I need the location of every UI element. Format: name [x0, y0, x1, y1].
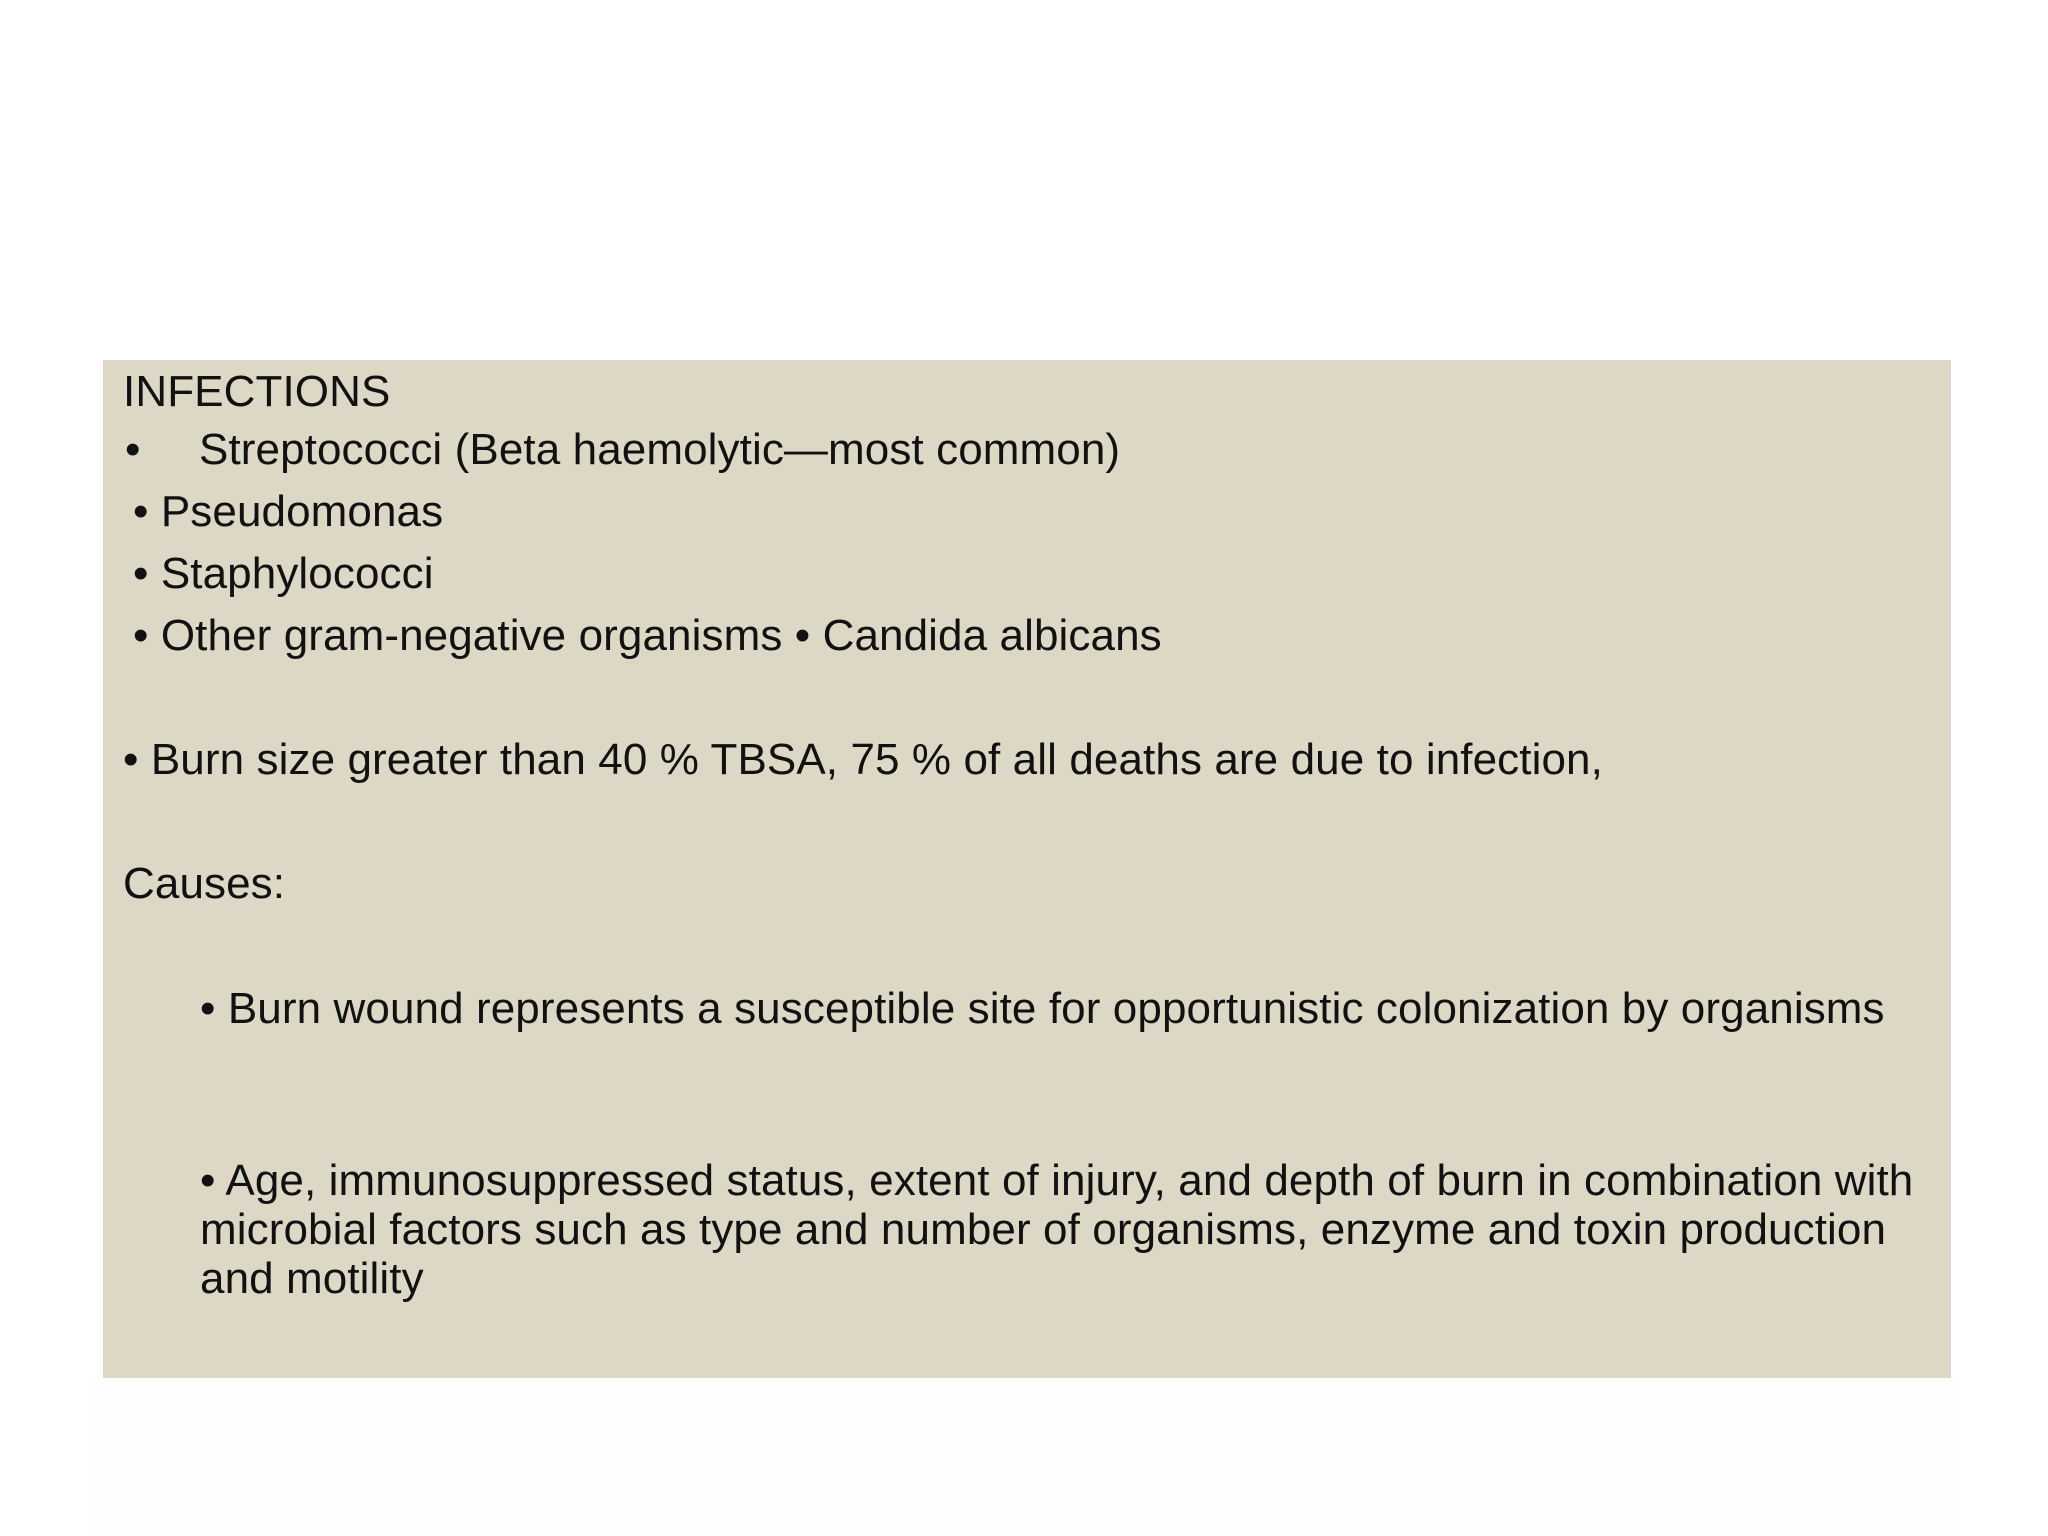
bullet-marker: • — [125, 425, 141, 474]
section-heading: INFECTIONS — [123, 367, 391, 416]
burn-size-note: • Burn size greater than 40 % TBSA, 75 % of all deaths are due to infection, — [123, 735, 1603, 784]
organism-item-gram-negative-candida: • Other gram-negative organisms • Candida albicans — [133, 611, 1162, 660]
causes-label: Causes: — [123, 859, 286, 908]
infections-content-box — [103, 360, 1951, 1378]
organism-item-staphylococci: • Staphylococci — [133, 549, 434, 598]
organism-item-streptococci: Streptococci (Beta haemolytic—most common) — [199, 425, 1121, 474]
cause-item-wound-colonization: • Burn wound represents a susceptible site for opportunistic colonization by organisms — [200, 984, 1885, 1033]
organism-item-pseudomonas: • Pseudomonas — [133, 487, 444, 536]
cause-item-host-microbial-factors: • Age, immunosuppressed status, extent of injury, and depth of burn in combination with microbial factors such as type and number of organisms, enzyme and toxin production and motility — [200, 1156, 1914, 1303]
slide-bottom-strip — [94, 1376, 1960, 1536]
